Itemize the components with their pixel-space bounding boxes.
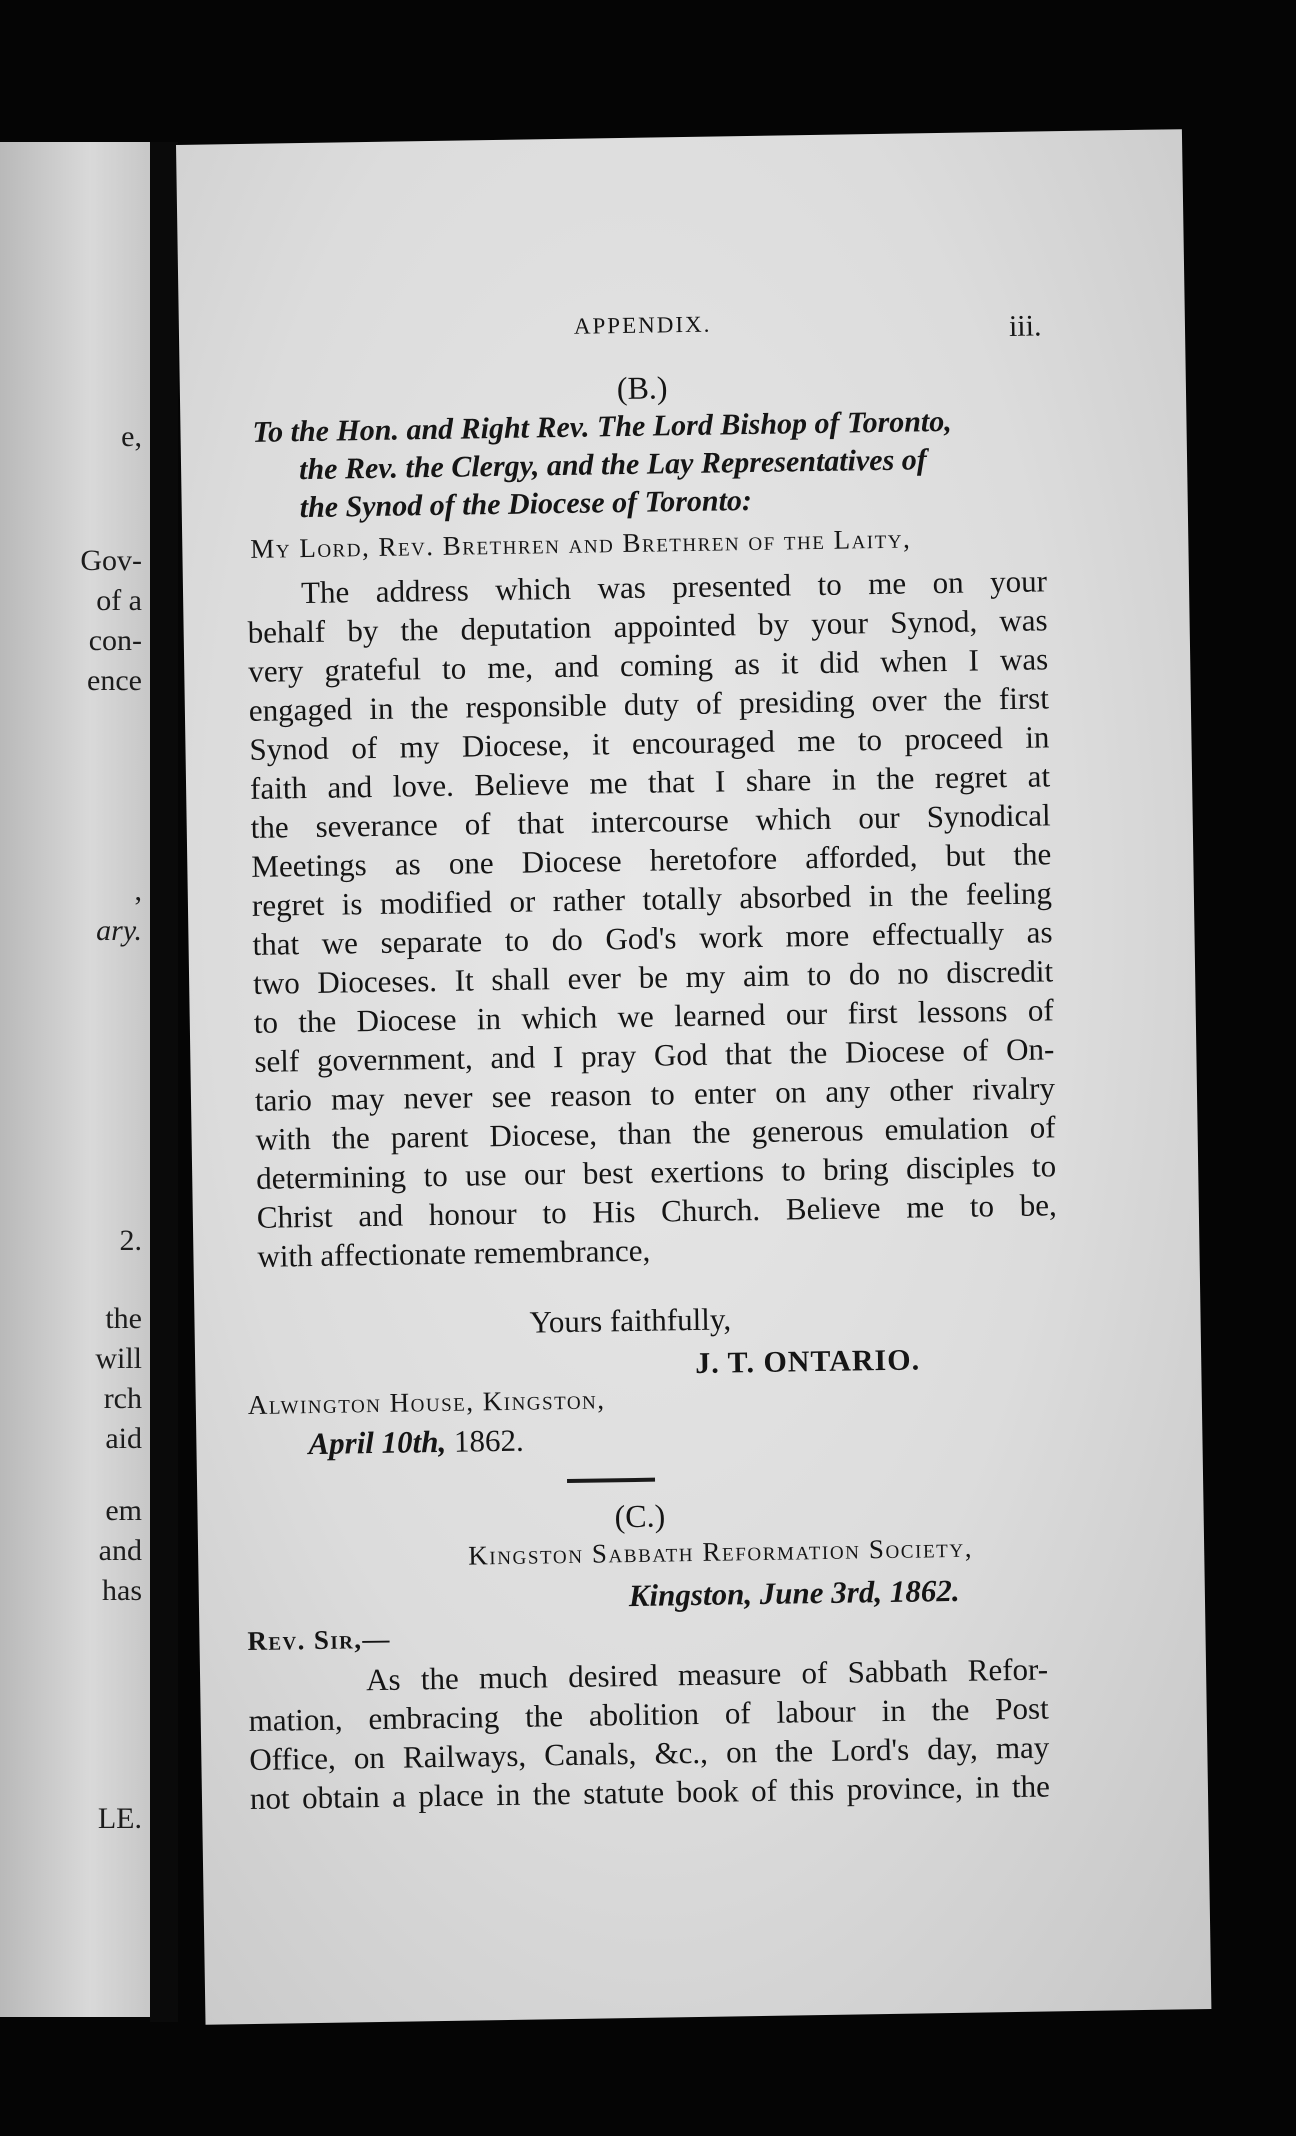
left-fragment: e, (121, 420, 142, 453)
letter-body (248, 1649, 1050, 1818)
body-line: Meetings as one Diocese heretofore afforded, but the (251, 836, 1052, 884)
page-number: iii. (1008, 309, 1042, 343)
body-line: that we separate to do God's work more effectually as (252, 914, 1053, 962)
body-line: to the Diocese in which we learned our first lessons of (253, 992, 1054, 1040)
body-line: the severance of that intercourse which our Synodical (250, 797, 1051, 845)
left-fragment: and (98, 1534, 142, 1567)
body-line: Christ and honour to His Church. Believe me to be, (256, 1187, 1058, 1235)
body-line: faith and love. Believe me that I share in the regret at (249, 758, 1051, 806)
body-line: self government, and I pray God that the Diocese of On- (254, 1031, 1055, 1079)
left-fragment: con- (88, 624, 142, 657)
left-fragment: Gov- (80, 544, 142, 577)
section-heading-b: (B.) (616, 369, 668, 407)
signature: J. T. ONTARIO. (694, 1343, 921, 1380)
left-fragment: will (95, 1342, 142, 1375)
body-line: tario may never see reason to enter on any other rivalry (254, 1070, 1056, 1118)
body-line: very grateful to me, and coming as it did when I was (248, 641, 1049, 689)
address-line: the Synod of the Diocese of Toronto: (299, 484, 753, 525)
address-line: the Rev. the Clergy, and the Lay Representatives of (298, 443, 927, 487)
running-head: APPENDIX. (573, 311, 712, 339)
salutation: My Lord, Rev. Brethren and Brethren of the Laity, (250, 523, 912, 564)
section-heading-c: (C.) (614, 1497, 666, 1535)
society-name: Kingston Sabbath Reformation Society, (467, 1532, 974, 1571)
letter-place: Alwington House, Kingston, (247, 1384, 606, 1421)
left-fragment: LE. (97, 1802, 142, 1835)
body-line: not obtain a place in the statute book of this province, in the (249, 1768, 1051, 1817)
book-page (176, 129, 1211, 2025)
society-date: Kingston, June 3rd, 1862. (628, 1572, 960, 1614)
body-line: determining to use our best exertions to bring disciples to (255, 1148, 1057, 1196)
body-line: behalf by the deputation appointed by your Synod, was (247, 602, 1048, 650)
letter-closing: Yours faithfully, (529, 1301, 732, 1340)
left-fragment: aid (105, 1422, 142, 1455)
left-fragment: , (134, 874, 142, 907)
left-page-fragment (0, 142, 150, 2017)
body-line: Synod of my Diocese, it encouraged me to proceed in (249, 719, 1050, 767)
left-fragment: 2. (119, 1224, 142, 1257)
body-line: regret is modified or rather totally absorbed in the feeling (251, 875, 1053, 923)
left-fragment: ary. (96, 914, 142, 947)
address-line: To the Hon. and Right Rev. The Lord Bishop of Toronto, (252, 404, 952, 449)
left-fragment: em (105, 1494, 142, 1527)
body-line: with affectionate remembrance, (257, 1232, 651, 1274)
section-divider (567, 1478, 655, 1483)
left-fragment: ence (87, 664, 142, 697)
letter-body (247, 561, 1058, 1275)
body-line: engaged in the responsible duty of presiding over the first (248, 680, 1050, 728)
letter-date (308, 1423, 524, 1462)
book-gutter (150, 142, 178, 2022)
letter-date-month-day: April 10th, (308, 1423, 447, 1462)
body-line: two Dioceses. It shall ever be my aim to do no discredit (252, 953, 1054, 1001)
body-line: The address which was presented to me on your (300, 563, 1048, 611)
body-line: Office, on Railways, Canals, &c., on the Lord's day, may (249, 1729, 1050, 1778)
left-fragment: the (105, 1302, 142, 1335)
body-line: with the parent Diocese, than the generous emulation of (255, 1109, 1056, 1157)
left-fragment: has (102, 1574, 142, 1607)
salutation: Rev. Sir,— (247, 1623, 392, 1657)
letter-date-year: 1862. (453, 1422, 524, 1459)
body-line: As the much desired measure of Sabbath Refor- (365, 1651, 1049, 1698)
left-fragment: rch (103, 1382, 142, 1415)
left-fragment: of a (96, 584, 142, 617)
body-line: mation, embracing the abolition of labour in the Post (248, 1690, 1049, 1739)
